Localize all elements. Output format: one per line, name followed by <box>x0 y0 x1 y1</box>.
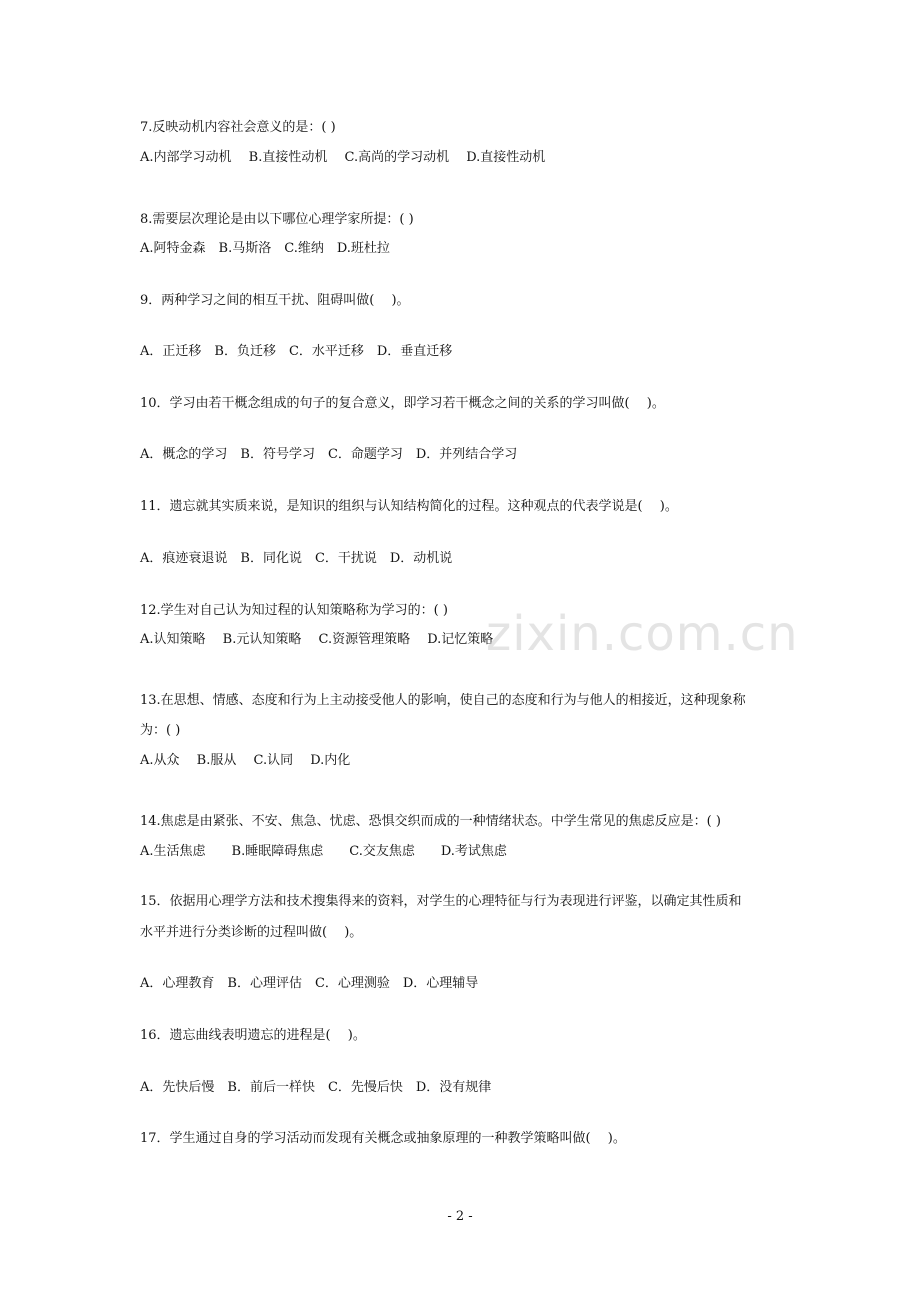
watermark: zixin.com.cn <box>486 606 799 662</box>
question-10-options: A．概念的学习 B．符号学习 C．命题学习 D．并列结合学习 <box>140 447 518 462</box>
question-15-stem: 15．依据用心理学方法和技术搜集得来的资料，对学生的心理特征与行为表现进行评鉴，以确定其性质和 <box>140 894 742 909</box>
question-14-options: A.生活焦虑 B.睡眠障碍焦虑 C.交友焦虑 D.考试焦虑 <box>140 844 507 859</box>
question-12-stem: 12.学生对自己认为知过程的认知策略称为学习的：( ) <box>140 603 448 618</box>
question-16-options: A．先快后慢 B．前后一样快 C．先慢后快 D．没有规律 <box>140 1080 492 1095</box>
question-8-options: A.阿特金森 B.马斯洛 C.维纳 D.班杜拉 <box>140 241 390 256</box>
question-11-stem: 11．遗忘就其实质来说，是知识的组织与认知结构简化的过程。这种观点的代表学说是( )。 <box>140 499 678 514</box>
question-13-options: A.从众 B.服从 C.认同 D.内化 <box>140 753 351 768</box>
question-9-stem: 9．两种学习之间的相互干扰、阻碍叫做( )。 <box>140 293 410 308</box>
question-15-stem-continued: 水平并进行分类诊断的过程叫做( )。 <box>140 925 363 940</box>
question-13-stem: 13.在思想、情感、态度和行为上主动接受他人的影响，使自己的态度和行为与他人的相接近，这种现象称 <box>140 693 746 708</box>
question-10-stem: 10．学习由若干概念组成的句子的复合意义，即学习若干概念之间的关系的学习叫做( )。 <box>140 396 665 411</box>
question-12-options: A.认知策略 B.元认知策略 C.资源管理策略 D.记忆策略 <box>140 632 494 647</box>
question-13-stem-continued: 为：( ) <box>140 723 181 738</box>
question-16-stem: 16．遗忘曲线表明遗忘的进程是( )。 <box>140 1028 366 1043</box>
question-14-stem: 14.焦虑是由紧张、不安、焦急、忧虑、恐惧交织而成的一种情绪状态。中学生常见的焦虑反应是：( ) <box>140 814 721 829</box>
question-15-options: A．心理教育 B．心理评估 C．心理测验 D．心理辅导 <box>140 976 479 991</box>
question-17-stem: 17．学生通过自身的学习活动而发现有关概念或抽象原理的一种教学策略叫做( )。 <box>140 1131 626 1146</box>
question-7-stem: 7.反映动机内容社会意义的是：( ) <box>140 120 336 135</box>
question-7-options: A.内部学习动机 B.直接性动机 C.高尚的学习动机 D.直接性动机 <box>140 150 546 165</box>
question-11-options: A．痕迹衰退说 B．同化说 C．干扰说 D．动机说 <box>140 551 453 566</box>
question-8-stem: 8.需要层次理论是由以下哪位心理学家所提：( ) <box>140 212 414 227</box>
page-number: - 2 - <box>447 1209 473 1224</box>
question-9-options: A．正迁移 B．负迁移 C．水平迁移 D．垂直迁移 <box>140 344 453 359</box>
